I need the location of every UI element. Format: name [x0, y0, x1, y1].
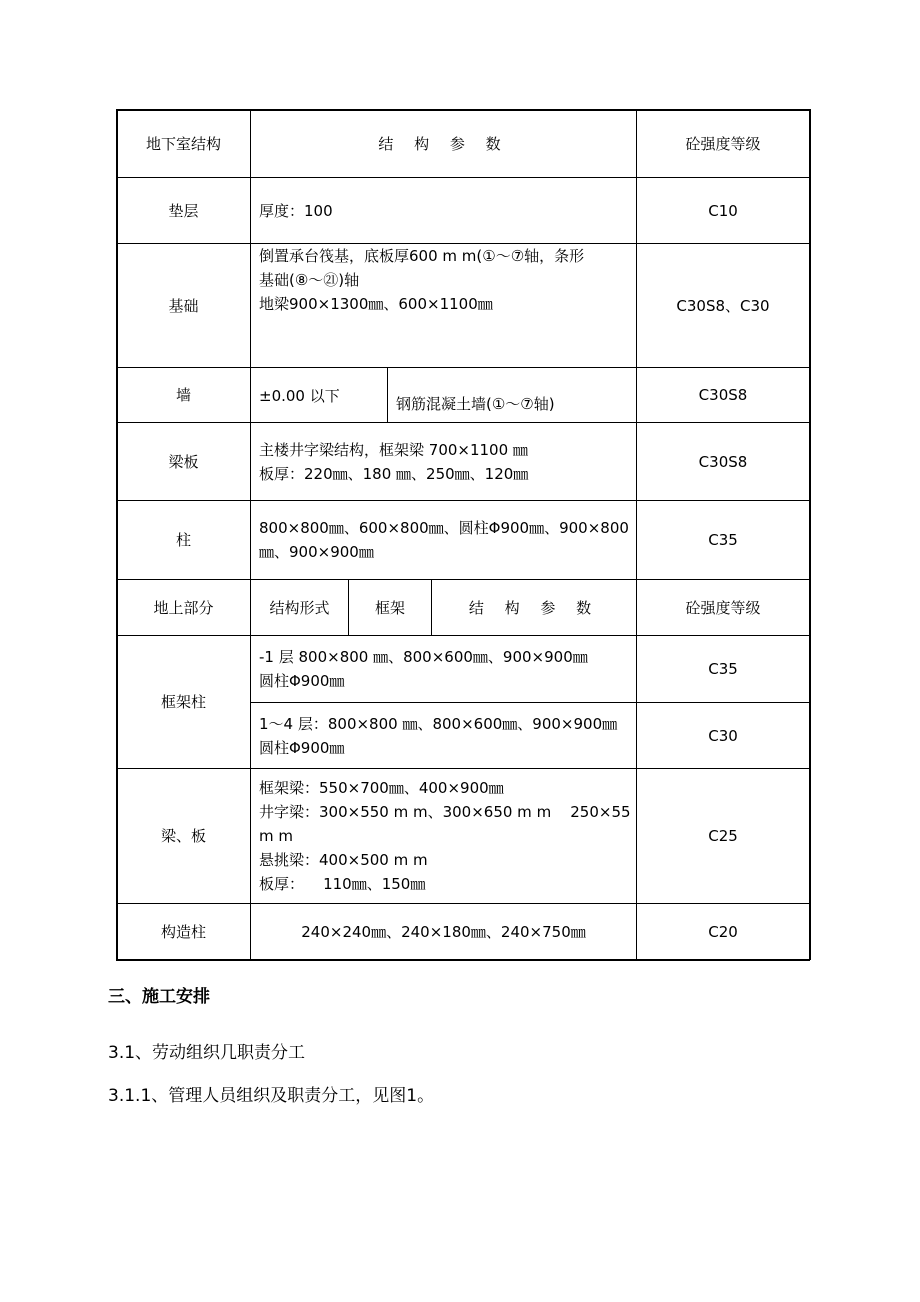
constructional-column-name: 构造柱 [160, 922, 206, 941]
column-grade: C35 [708, 531, 738, 549]
above-header-grade: 砼强度等级 [685, 598, 761, 617]
wall-name: 墙 [175, 386, 191, 404]
foundation-param-line: 倒置承台筏基，底板厚600 m m(①～⑦轴，条形 [259, 247, 585, 265]
constructional-column-grade: C20 [708, 922, 738, 941]
frame-column-grade-1: C35 [708, 660, 738, 678]
above-header-section: 地上部分 [153, 598, 214, 617]
basement-header-grade: 砼强度等级 [685, 134, 761, 153]
beam-slab-grade: C30S8 [698, 452, 748, 471]
frame-column-params-1 [251, 636, 636, 702]
subsubsection-heading: 3.1.1、管理人员组织及职责分工，见图1。 [108, 1086, 435, 1106]
above-beam-slab-params [251, 769, 636, 903]
beam-slab-name: 梁板 [168, 452, 199, 471]
basement-header-params: 结 构 参 数 [378, 134, 509, 153]
frame-column-grade-2: C30 [708, 726, 738, 745]
frame-column-param-line: -1 层 800×800 ㎜、800×600㎜、900×900㎜ [259, 648, 588, 666]
cushion-param: 厚度：100 [259, 201, 333, 220]
cushion-grade: C10 [708, 201, 738, 220]
foundation-params [251, 244, 636, 367]
wall-grade: C30S8 [698, 386, 748, 404]
above-beam-slab-param-line: 悬挑梁：400×500 m m [259, 851, 428, 869]
above-beam-slab-name: 梁、板 [160, 827, 206, 845]
frame-column-param-line: 圆柱Φ900㎜ [259, 672, 345, 690]
above-beam-slab-param-line: m m [259, 827, 293, 845]
cushion-name: 垫层 [168, 201, 199, 220]
wall-type: 钢筋混凝土墙(①～⑦轴) [396, 395, 555, 413]
foundation-param-line: 基础(⑧～㉑)轴 [259, 271, 360, 289]
column-params [251, 501, 636, 579]
frame-column-params-2 [251, 703, 636, 768]
foundation-param-line: 地梁900×1300㎜、600×1100㎜ [259, 295, 493, 313]
frame-column-param-line: 圆柱Φ900㎜ [259, 738, 345, 757]
beam-slab-param-line: 板厚：220㎜、180 ㎜、250㎜、120㎜ [259, 464, 529, 483]
frame-column-name: 框架柱 [160, 693, 206, 711]
above-beam-slab-param-line: 框架梁：550×700㎜、400×900㎜ [259, 779, 504, 797]
basement-header-structure: 地下室结构 [145, 134, 221, 153]
beam-slab-params [251, 423, 636, 500]
constructional-column-param: 240×240㎜、240×180㎜、240×750㎜ [301, 922, 586, 941]
above-header-frame: 框架 [374, 598, 405, 617]
table-border-bottom [116, 959, 810, 961]
above-beam-slab-grade: C25 [708, 827, 738, 845]
table-border-right [809, 109, 811, 960]
above-header-form: 结构形式 [269, 598, 330, 617]
section-heading: 三、施工安排 [108, 987, 210, 1007]
above-header-params: 结 构 参 数 [468, 598, 600, 617]
above-beam-slab-param-line: 井字梁：300×550 m m、300×650 m m 250×55 [259, 803, 631, 821]
column-param-line: ㎜、900×900㎜ [259, 543, 374, 561]
subsection-heading: 3.1、劳动组织几职责分工 [108, 1043, 306, 1063]
foundation-grade: C30S8、C30 [676, 296, 770, 315]
column-param-line: 800×800㎜、600×800㎜、圆柱Φ900㎜、900×800 [259, 519, 629, 537]
above-beam-slab-param-line: 板厚： 110㎜、150㎜ [259, 875, 426, 893]
wall-level: ±0.00 以下 [259, 387, 340, 405]
frame-column-param-line: 1～4 层：800×800 ㎜、800×600㎜、900×900㎜ [259, 714, 618, 733]
column-name: 柱 [175, 531, 191, 549]
foundation-name: 基础 [168, 296, 199, 315]
beam-slab-param-line: 主楼井字梁结构，框架梁 700×1100 ㎜ [259, 440, 528, 459]
